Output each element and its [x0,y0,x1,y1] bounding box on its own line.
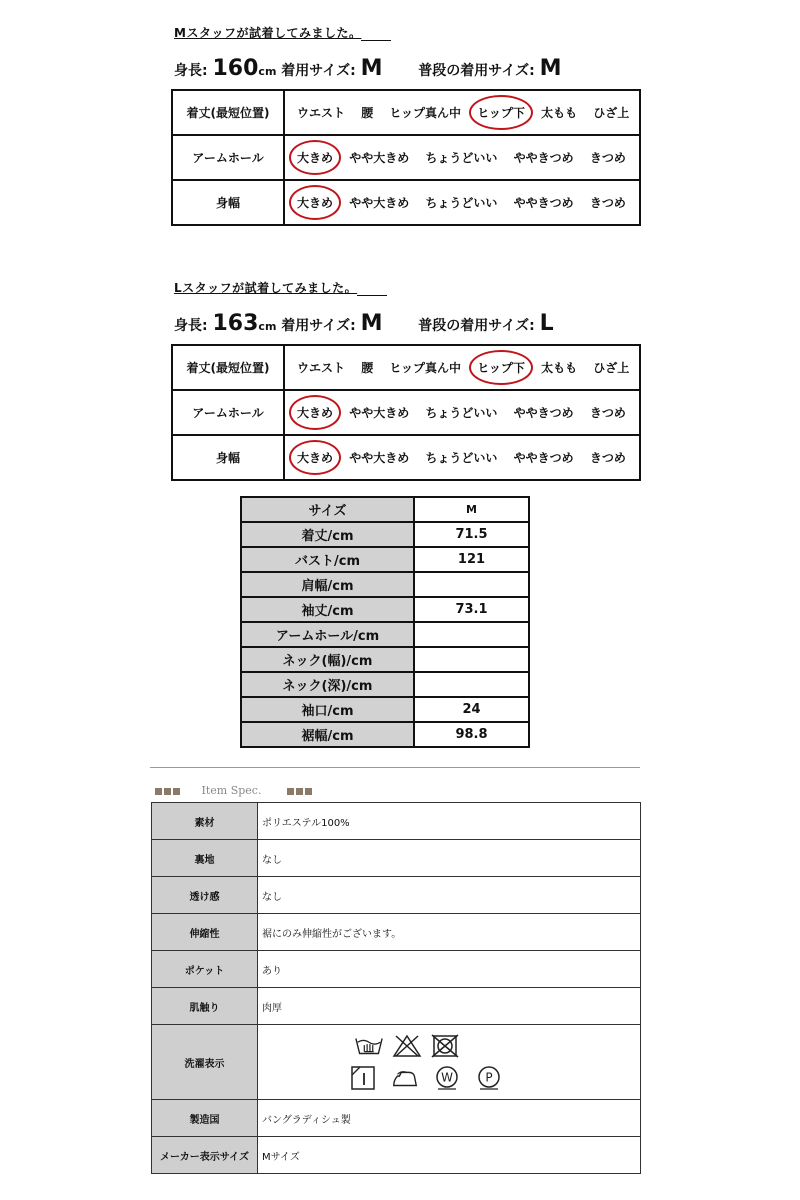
fit-option-selected: 大きめ [297,406,334,420]
fit-option: ウエスト [297,361,346,375]
spec-label: メーカー表示サイズ [152,1137,258,1174]
table-row [241,672,529,697]
usual-size-value: L [539,311,554,336]
height-label: 身長: [174,63,208,79]
fit-option: ひざ上 [593,361,630,375]
spec-label: 肌触り [152,988,258,1025]
size-value [414,647,529,672]
table-row [241,697,529,722]
size-value: 24 [414,697,529,722]
size-label: 袖口/cm [241,697,414,722]
size-header-label: サイズ [241,497,414,522]
fit-option: ヒップ真ん中 [389,361,462,375]
item-spec-title: Item Spec. [155,784,314,797]
spec-label: 製造国 [152,1100,258,1137]
svg-text:P: P [485,1070,493,1085]
size-label: アームホール/cm [241,622,414,647]
spec-label: 裏地 [152,840,258,877]
spec-value: 裾にのみ伸縮性がございます。 [258,914,641,951]
size-value [414,672,529,697]
height-value: 160 [212,56,259,81]
height-value: 163 [212,311,259,336]
table-row [241,522,529,547]
size-value: 73.1 [414,597,529,622]
fit-option: ややきつめ [513,406,574,420]
fit-options [284,180,640,225]
fit-options [284,345,640,390]
height-unit: cm [258,65,277,78]
fit-option: やや大きめ [349,151,410,165]
spec-label: 素材 [152,803,258,840]
size-label: ネック(幅)/cm [241,647,414,672]
fit-options [284,135,640,180]
fit-option: ちょうどいい [425,406,498,420]
iron-low-icon [390,1065,420,1091]
size-label: バスト/cm [241,547,414,572]
table-row [152,1100,641,1137]
fit-option: やや大きめ [349,406,410,420]
fit-option: 腰 [361,106,374,120]
fit-option: やや大きめ [349,196,410,210]
staff-m-heading: Mスタッフが試着してみました。 [174,24,391,41]
spec-label: ポケット [152,951,258,988]
fit-option: ややきつめ [513,451,574,465]
size-label: ネック(深)/cm [241,672,414,697]
height-unit: cm [258,320,277,333]
line-dry-shade-icon [348,1065,378,1091]
fit-option: 腰 [361,361,374,375]
table-row [152,1025,641,1100]
table-row [241,597,529,622]
table-row [241,572,529,597]
staff-m-fit-table [171,89,641,226]
fit-option: ややきつめ [513,151,574,165]
staff-l-fit-table [171,344,641,481]
fit-option: ちょうどいい [425,196,498,210]
fit-row-label: 着丈(最短位置) [172,90,284,135]
usual-size-label: 普段の着用サイズ: [418,63,535,79]
fit-option: ヒップ真ん中 [389,106,462,120]
spec-value: バングラディシュ製 [258,1100,641,1137]
hand-wash-30-icon [354,1033,384,1059]
table-row [152,877,641,914]
staff-l-heading: Lスタッフが試着してみました。 [174,279,387,296]
fit-row-label: 身幅 [172,180,284,225]
fit-option: ちょうどいい [425,451,498,465]
care-symbols-cell [258,1025,641,1100]
no-tumble-dry-icon [430,1033,460,1059]
spec-label: 透け感 [152,877,258,914]
spec-value: 肉厚 [258,988,641,1025]
fit-options [284,90,640,135]
fit-option-selected: ヒップ下 [477,106,525,120]
fit-option: 太もも [541,106,578,120]
fit-options [284,435,640,480]
table-row [241,647,529,672]
fit-row-label: アームホール [172,135,284,180]
spec-label: 洗濯表示 [152,1025,258,1100]
size-label: 肩幅/cm [241,572,414,597]
spec-value: あり [258,951,641,988]
fit-options [284,390,640,435]
fit-option: きつめ [589,451,626,465]
size-value: 121 [414,547,529,572]
table-row [241,622,529,647]
size-value: M [360,56,383,81]
table-row [152,1137,641,1174]
dry-clean-p-icon [474,1065,504,1091]
table-row [241,722,529,747]
fit-option-selected: 大きめ [297,451,334,465]
height-label: 身長: [174,318,208,334]
size-value [414,572,529,597]
no-bleach-icon [392,1033,422,1059]
size-label: 着丈/cm [241,522,414,547]
spec-value: なし [258,840,641,877]
staff-l-measurements [174,311,554,336]
section-divider [150,767,640,768]
size-table [240,496,530,748]
spec-label: 伸縮性 [152,914,258,951]
fit-option: 太もも [541,361,578,375]
table-row [152,840,641,877]
size-label: 袖丈/cm [241,597,414,622]
size-label: 着用サイズ: [281,318,356,334]
fit-option: ちょうどいい [425,151,498,165]
fit-option: ややきつめ [513,196,574,210]
wet-clean-mild-icon [432,1065,462,1091]
table-row [152,803,641,840]
spec-value: なし [258,877,641,914]
table-row [152,988,641,1025]
fit-option: きつめ [589,196,626,210]
size-table-header [241,497,529,522]
fit-option-selected: 大きめ [297,196,334,210]
size-label: 裾幅/cm [241,722,414,747]
table-row [152,914,641,951]
usual-size-label: 普段の着用サイズ: [418,318,535,334]
fit-option-selected: ヒップ下 [477,361,525,375]
usual-size-value: M [539,56,562,81]
fit-option: きつめ [589,151,626,165]
table-row [241,547,529,572]
spec-value: ポリエステル100% [258,803,641,840]
spec-value: Mサイズ [258,1137,641,1174]
staff-m-measurements [174,56,562,81]
fit-row-label: 着丈(最短位置) [172,345,284,390]
fit-option: きつめ [589,406,626,420]
svg-text:W: W [441,1070,453,1085]
size-value: 71.5 [414,522,529,547]
fit-option: ひざ上 [593,106,630,120]
fit-option-selected: 大きめ [297,151,334,165]
fit-option: やや大きめ [349,451,410,465]
size-value: M [360,311,383,336]
size-label: 着用サイズ: [281,63,356,79]
size-value [414,622,529,647]
fit-row-label: アームホール [172,390,284,435]
fit-option: ウエスト [297,106,346,120]
size-value: 98.8 [414,722,529,747]
fit-row-label: 身幅 [172,435,284,480]
table-row [152,951,641,988]
item-spec-table [151,802,641,1174]
size-header-value: M [414,497,529,522]
